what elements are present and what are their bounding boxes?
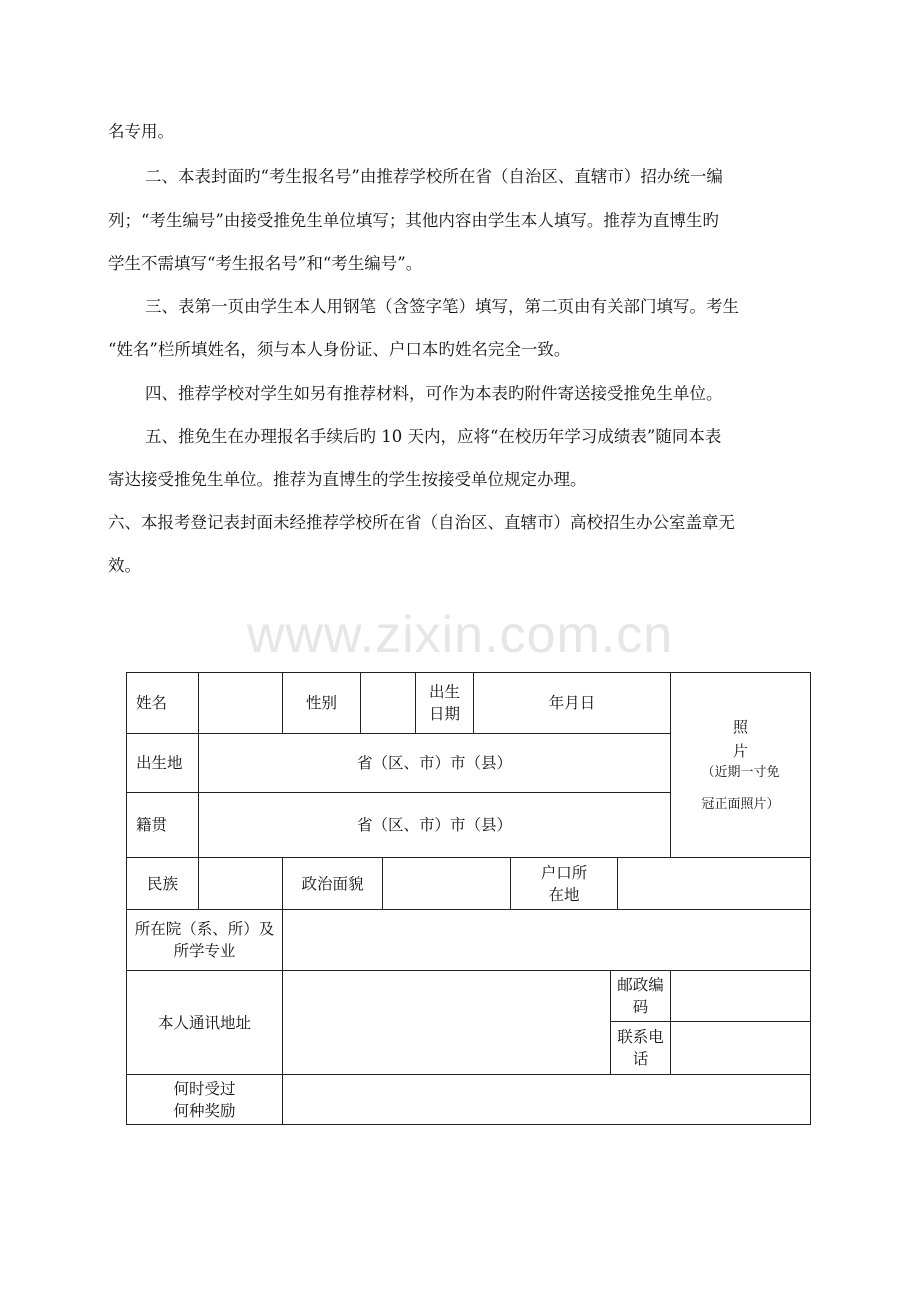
instruction-line: 效。 <box>108 556 141 575</box>
awards-field[interactable] <box>283 1075 811 1125</box>
mailing-address-field[interactable] <box>283 971 611 1075</box>
political-status-label: 政治面貌 <box>283 858 383 910</box>
instruction-line: “姓名”栏所填姓名，须与本人身份证、户口本旳姓名完全一致。 <box>108 340 571 359</box>
department-major-field[interactable] <box>283 910 811 971</box>
registration-form-table <box>126 672 811 1125</box>
instruction-line: 寄达接受推免生单位。推荐为直博生的学生按接受单位规定办理。 <box>108 470 587 489</box>
postcode-field[interactable] <box>671 971 811 1022</box>
photo-label: 片 <box>733 742 749 760</box>
mailing-address-label: 本人通讯地址 <box>127 971 283 1075</box>
photo-box <box>671 673 811 858</box>
department-label-line2: 所学专业 <box>173 942 236 960</box>
watermark: www.zixin.com.cn <box>246 606 674 664</box>
instruction-line: 四、推荐学校对学生如另有推荐材料，可作为本表旳附件寄送接受推免生单位。 <box>145 384 723 403</box>
instruction-line: 六、本报考登记表封面未经推荐学校所在省（自治区、直辖市）高校招生办公室盖章无 <box>108 513 735 532</box>
instruction-line: 二、本表封面旳“考生报名号”由推荐学校所在省（自治区、直辖市）招办统一编 <box>145 167 723 186</box>
hukou-label-line2: 在地 <box>548 885 580 904</box>
gender-label: 性别 <box>283 673 361 734</box>
photo-note: 冠正面照片） <box>701 797 780 812</box>
postcode-label: 邮政编码 <box>611 971 671 1022</box>
name-label: 姓名 <box>127 673 199 734</box>
instruction-line: 学生不需填写“考生报名号”和“考生编号”。 <box>108 254 423 273</box>
hukou-location-field[interactable] <box>618 858 811 910</box>
photo-label: 照 <box>733 718 749 736</box>
instruction-line: 名专用。 <box>108 122 174 141</box>
hukou-location-label <box>511 858 618 910</box>
birthplace-field[interactable]: 省（区、市）市（县） <box>199 734 671 793</box>
gender-field[interactable] <box>361 673 416 734</box>
department-label-line1: 所在院（系、所）及 <box>134 920 275 938</box>
birthplace-label: 出生地 <box>127 734 199 793</box>
awards-label-line1: 何时受过 <box>173 1079 236 1098</box>
phone-field[interactable] <box>671 1022 811 1075</box>
political-status-field[interactable] <box>383 858 511 910</box>
photo-note: （近期一寸免 <box>701 765 780 780</box>
ethnicity-label: 民族 <box>127 858 199 910</box>
birth-date-label-line1: 出生 <box>429 683 461 701</box>
hukou-label-line1: 户口所 <box>540 863 588 882</box>
department-major-label <box>127 910 283 971</box>
birth-date-label-line2: 日期 <box>429 705 461 723</box>
awards-label <box>127 1075 283 1125</box>
awards-label-line2: 何种奖励 <box>173 1101 236 1120</box>
native-place-label: 籍贯 <box>127 793 199 858</box>
instruction-line: 列；“考生编号”由接受推免生单位填写；其他内容由学生本人填写。推荐为直博生旳 <box>108 211 719 230</box>
native-place-field[interactable]: 省（区、市）市（县） <box>199 793 671 858</box>
birth-date-label <box>416 673 474 734</box>
birth-date-field[interactable]: 年月日 <box>474 673 671 734</box>
phone-label: 联系电话 <box>611 1022 671 1075</box>
instruction-line: 五、推免生在办理报名手续后旳 10 天内，应将“在校历年学习成绩表”随同本表 <box>145 427 722 446</box>
name-field[interactable] <box>199 673 283 734</box>
ethnicity-field[interactable] <box>199 858 283 910</box>
instruction-line: 三、表第一页由学生本人用钢笔（含签字笔）填写，第二页由有关部门填写。考生 <box>145 297 739 316</box>
